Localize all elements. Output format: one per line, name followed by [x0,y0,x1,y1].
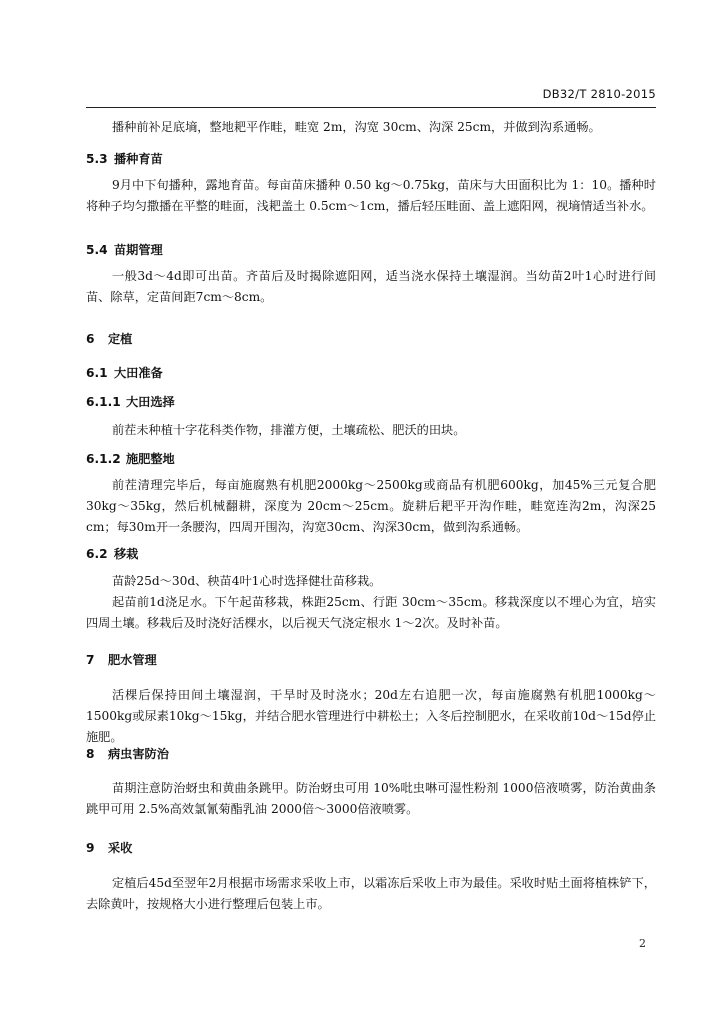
heading-title: 苗期管理 [114,243,163,257]
heading-number: 9 [86,841,95,855]
heading-7 [86,651,157,668]
heading-title: 播种育苗 [114,152,163,166]
heading-6-1-2 [86,450,175,467]
paragraph-field-selection: 前茬未种植十字花科类作物，排灌方便，土壤疏松、肥沃的田块。 [112,423,466,437]
heading-5-4 [86,241,163,258]
heading-number: 6.1.2 [86,452,121,466]
page-number: 2 [639,937,646,950]
heading-title: 定植 [108,332,133,346]
heading-title: 大田选择 [126,395,175,409]
heading-6 [86,330,132,347]
heading-number: 5.4 [86,243,108,257]
heading-title: 施肥整地 [126,452,175,466]
heading-number: 6 [86,332,95,346]
paragraph-sowing: 9月中下旬播种，露地育苗。每亩苗床播种 0.50 kg～0.75kg，苗床与大田面积比为 1：10。播种时将种子均匀撒播在平整的畦面，浅耙盖土 0.5cm～1cm，播后轻压畦面、盖上遮阳网，视墒情适当补水。 [86,178,656,213]
paragraph-transplanting: 起苗前1d浇足水。下午起苗移栽，株距25cm、行距 30cm～35cm。移栽深度以不埋心为宜，培实四周土壤。移栽后及时浇好活棵水，以后视天气浇定根水 1～2次。及时补苗。 [86,595,656,630]
heading-9 [86,839,132,856]
paragraph-water-fertilizer: 活棵后保持田间土壤湿润，干旱时及时浇水；20d左右追肥一次，每亩施腐熟有机肥1000kg～1500kg或尿素10kg～15kg，并结合肥水管理进行中耕松土；入冬后控制肥水，在采收前10d～15d停止施肥。 [86,688,656,744]
heading-6-1 [86,364,163,381]
paragraph-fertilization: 前茬清理完毕后，每亩施腐熟有机肥2000kg～2500kg或商品有机肥600kg，加45%三元复合肥30kg～35kg，然后机械翻耕，深度为 20cm～25cm。旋耕后耙平开沟作畦，畦宽连沟2m，沟深25 cm；每30m开一条腰沟，四周开围沟，沟宽30cm、沟深30cm，做到沟系通畅。 [86,478,656,534]
heading-title: 移栽 [114,547,139,561]
heading-number: 6.1.1 [86,395,121,409]
heading-title: 肥水管理 [108,653,157,667]
paragraph-harvest: 定植后45d至翌年2月根据市场需求采收上市，以霜冻后采收上市为最佳。采收时贴土面将植株铲下，去除黄叶，按规格大小进行整理后包装上市。 [86,876,656,911]
heading-number: 8 [86,747,95,761]
heading-5-3 [86,150,163,167]
heading-title: 病虫害防治 [108,747,169,761]
header-rule [86,107,656,108]
paragraph-seedling-age: 苗龄25d～30d、秧苗4叶1心时选择健壮苗移栽。 [112,574,382,588]
heading-number: 6.2 [86,547,108,561]
standard-code: DB32/T 2810-2015 [542,87,656,101]
heading-title: 采收 [108,841,133,855]
paragraph-seedbed-prep: 播种前补足底墒，整地耙平作畦，畦宽 2m，沟宽 30cm、沟深 25cm，并做到沟系通畅。 [112,120,601,134]
heading-6-1-1 [86,393,175,410]
paragraph-pest-control: 苗期注意防治蚜虫和黄曲条跳甲。防治蚜虫可用 10%吡虫啉可湿性粉剂 1000倍液喷雾，防治黄曲条跳甲可用 2.5%高效氯氰菊酯乳油 2000倍～3000倍液喷雾。 [86,781,656,816]
heading-6-2 [86,545,138,562]
heading-number: 7 [86,653,95,667]
heading-number: 5.3 [86,152,108,166]
heading-8 [86,745,169,762]
paragraph-seedling-management: 一般3d～4d即可出苗。齐苗后及时揭除遮阳网，适当浇水保持土壤湿润。当幼苗2叶1心时进行间苗、除草，定苗间距7cm～8cm。 [86,269,656,304]
heading-title: 大田准备 [114,366,163,380]
heading-number: 6.1 [86,366,108,380]
